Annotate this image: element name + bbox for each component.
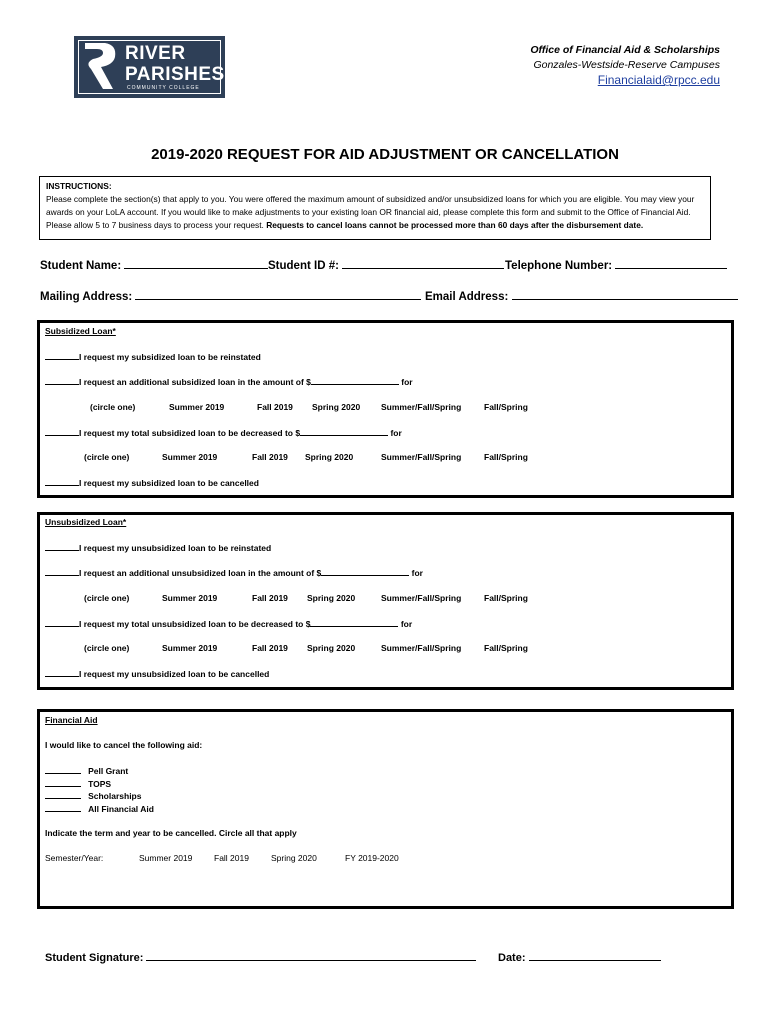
campuses: Gonzales-Westside-Reserve Campuses (533, 59, 720, 71)
amount-line[interactable] (311, 376, 399, 385)
term-fs[interactable]: Fall/Spring (484, 452, 528, 462)
checkline[interactable] (45, 778, 81, 787)
logo-line-2: PARISHES (125, 64, 225, 85)
indicate-term: Indicate the term and year to be cancelled. Circle all that apply (45, 828, 297, 838)
office-title: Office of Financial Aid & Scholarships (530, 44, 720, 56)
river-logo-icon (79, 39, 119, 93)
term-spring[interactable]: Spring 2020 (307, 643, 356, 653)
aid-item-all[interactable] (45, 803, 154, 814)
date-line[interactable] (529, 950, 661, 961)
checkline[interactable] (45, 542, 79, 551)
aid-item-label: Scholarships (88, 791, 142, 801)
email-link[interactable]: Financialaid@rpcc.edu (597, 73, 720, 87)
unsubsidized-additional-row[interactable] (45, 567, 423, 578)
date-label: Date: (498, 952, 526, 964)
unsubsidized-reinstate-row[interactable] (45, 542, 271, 553)
checkline[interactable] (45, 567, 79, 576)
telephone-field[interactable] (505, 258, 727, 272)
for-label: for (390, 428, 402, 438)
for-label: for (401, 377, 413, 387)
row-text: I request an additional subsidized loan in the amount of $ (79, 377, 311, 387)
row-text: I request my total subsidized loan to be decreased to $ (79, 428, 301, 438)
student-name-field[interactable] (40, 258, 268, 272)
date-field[interactable] (498, 950, 661, 964)
term-fall[interactable]: Fall 2019 (252, 593, 288, 603)
term-spring[interactable]: Spring 2020 (305, 452, 354, 462)
fa-term-fall[interactable]: Fall 2019 (214, 853, 249, 863)
college-logo (74, 36, 225, 98)
mailing-line[interactable] (135, 289, 421, 300)
aid-item-label: Pell Grant (88, 766, 129, 776)
page-title: 2019-2020 REQUEST FOR AID ADJUSTMENT OR CANCELLATION (151, 146, 619, 163)
financial-aid-title: Financial Aid (45, 715, 98, 725)
instructions-box (39, 176, 711, 240)
circle-one: (circle one) (84, 452, 130, 462)
term-sfs[interactable]: Summer/Fall/Spring (381, 643, 462, 653)
email-line[interactable] (512, 289, 738, 300)
mailing-label: Mailing Address: (40, 291, 133, 303)
checkline[interactable] (45, 618, 79, 627)
aid-item-label: TOPS (88, 779, 112, 789)
row-text: I request my subsidized loan to be cancelled (79, 478, 259, 488)
term-fall[interactable]: Fall 2019 (252, 643, 288, 653)
term-fs[interactable]: Fall/Spring (484, 402, 528, 412)
signature-line[interactable] (146, 950, 476, 961)
term-fs[interactable]: Fall/Spring (484, 643, 528, 653)
instructions-warning: Requests to cancel loans cannot be processed more than 60 days after the disbursement date. (266, 220, 644, 230)
row-text: I request an additional unsubsidized loan in the amount of $ (79, 568, 322, 578)
amount-line[interactable] (321, 567, 409, 576)
student-name-line[interactable] (124, 258, 268, 269)
checkline[interactable] (45, 376, 79, 385)
mailing-address-field[interactable] (40, 289, 421, 303)
aid-item-label: All Financial Aid (88, 804, 154, 814)
student-id-label: Student ID #: (268, 260, 339, 272)
term-fall[interactable]: Fall 2019 (252, 452, 288, 462)
checkline[interactable] (45, 668, 79, 677)
telephone-label: Telephone Number: (505, 260, 613, 272)
email-address-field[interactable] (425, 289, 738, 303)
financial-aid-intro: I would like to cancel the following aid: (45, 740, 203, 750)
unsubsidized-cancel-row[interactable] (45, 668, 269, 679)
fa-term-fy[interactable]: FY 2019-2020 (345, 853, 399, 863)
term-spring[interactable]: Spring 2020 (312, 402, 361, 412)
for-label: for (400, 619, 413, 629)
subsidized-title: Subsidized Loan* (45, 326, 116, 336)
term-summer[interactable]: Summer 2019 (162, 643, 218, 653)
office-info (530, 43, 720, 88)
term-sfs[interactable]: Summer/Fall/Spring (381, 452, 462, 462)
term-fall[interactable]: Fall 2019 (257, 402, 293, 412)
term-sfs[interactable]: Summer/Fall/Spring (381, 593, 462, 603)
checkline[interactable] (45, 351, 79, 360)
term-spring[interactable]: Spring 2020 (307, 593, 356, 603)
logo-line-3: COMMUNITY COLLEGE (127, 85, 200, 91)
term-summer[interactable]: Summer 2019 (162, 452, 218, 462)
row-text: I request my total unsubsidized loan to be decreased to $ (79, 619, 311, 629)
signature-field[interactable] (45, 950, 476, 964)
term-sfs[interactable]: Summer/Fall/Spring (381, 402, 462, 412)
student-id-field[interactable] (268, 258, 504, 272)
instructions-body: Please complete the section(s) that apply to you. You were offered the maximum amount of subsidized and/or unsubsidized loans for which you are eligible. You may view your awards on your LoLA account. If you would like to make adjustments to your existing loan OR financial aid, please complete this form and submit to the Office of Financial Aid. Please allow 5 to 7 business days to process your request. (46, 194, 695, 230)
telephone-line[interactable] (615, 258, 727, 269)
student-id-line[interactable] (342, 258, 504, 269)
fa-term-summer[interactable]: Summer 2019 (139, 853, 193, 863)
term-summer[interactable]: Summer 2019 (162, 593, 218, 603)
row-text: I request my subsidized loan to be reinstated (79, 352, 261, 362)
student-name-label: Student Name: (40, 260, 122, 272)
unsubsidized-decrease-row[interactable] (45, 618, 412, 629)
logo-line-1: RIVER (125, 43, 186, 64)
circle-one: (circle one) (90, 402, 136, 412)
aid-item-tops[interactable] (45, 778, 111, 789)
circle-one: (circle one) (84, 593, 130, 603)
term-fs[interactable]: Fall/Spring (484, 593, 528, 603)
fa-term-spring[interactable]: Spring 2020 (271, 853, 317, 863)
circle-one: (circle one) (84, 643, 130, 653)
amount-line[interactable] (310, 618, 398, 627)
unsubsidized-title: Unsubsidized Loan* (45, 517, 127, 527)
checkline[interactable] (45, 477, 79, 486)
signature-label: Student Signature: (45, 952, 144, 964)
checkline[interactable] (45, 765, 81, 774)
amount-line[interactable] (300, 427, 388, 436)
checkline[interactable] (45, 427, 79, 436)
for-label: for (411, 568, 423, 578)
semester-label: Semester/Year: (45, 853, 104, 863)
instructions-heading: INSTRUCTIONS: (46, 181, 112, 191)
term-summer[interactable]: Summer 2019 (169, 402, 225, 412)
email-label: Email Address: (425, 291, 509, 303)
subsidized-decrease-row[interactable] (45, 427, 402, 438)
subsidized-reinstate-row[interactable] (45, 351, 261, 362)
row-text: I request my unsubsidized loan to be reinstated (79, 543, 272, 553)
aid-item-scholarships[interactable] (45, 790, 141, 801)
subsidized-additional-row[interactable] (45, 376, 413, 387)
checkline[interactable] (45, 790, 81, 799)
subsidized-cancel-row[interactable] (45, 477, 259, 488)
aid-item-pell[interactable] (45, 765, 128, 776)
row-text: I request my unsubsidized loan to be cancelled (79, 669, 270, 679)
checkline[interactable] (45, 803, 81, 812)
